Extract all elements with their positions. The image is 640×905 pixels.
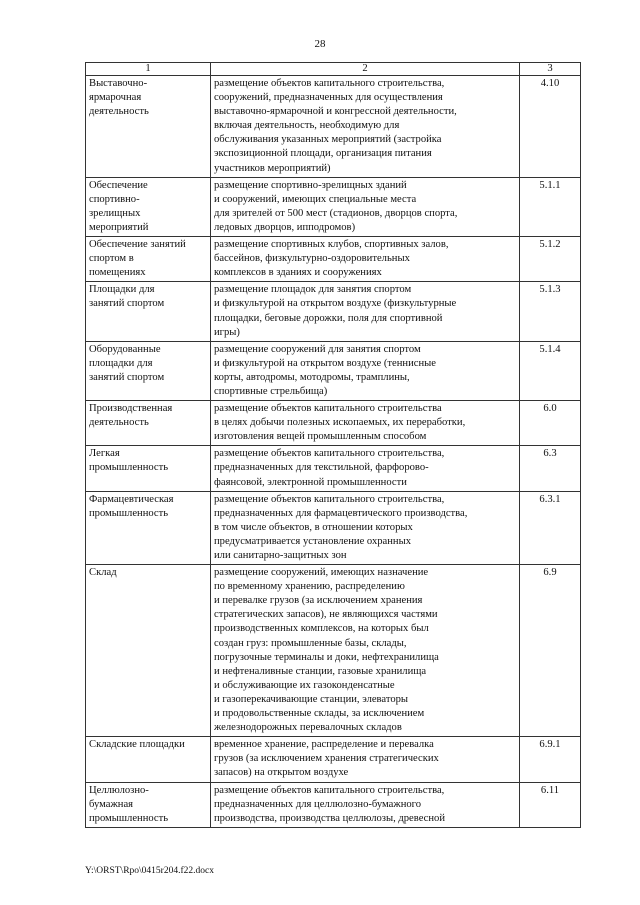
use-type-name: Целлюлозно- бумажная промышленность xyxy=(86,782,211,827)
use-type-code: 5.1.3 xyxy=(520,282,581,341)
use-type-name: Складские площадки xyxy=(86,737,211,782)
use-type-name: Обеспечение спортивно- зрелищных мероприятий xyxy=(86,177,211,236)
use-type-name: Обеспечение занятий спортом в помещениях xyxy=(86,237,211,282)
land-use-table xyxy=(85,62,581,828)
use-type-code: 4.10 xyxy=(520,76,581,178)
column-header: 3 xyxy=(520,63,581,76)
use-type-code: 5.1.2 xyxy=(520,237,581,282)
use-type-code: 6.0 xyxy=(520,401,581,446)
use-type-description: размещение площадок для занятия спортом и физкультурой на открытом воздухе (физкультурные площадки, беговые дорожки, поля для спортивной игры) xyxy=(211,282,520,341)
table-row xyxy=(86,446,581,491)
use-type-name: Производственная деятельность xyxy=(86,401,211,446)
use-type-code: 5.1.4 xyxy=(520,341,581,400)
use-type-name: Легкая промышленность xyxy=(86,446,211,491)
use-type-description: размещение объектов капитального строительства, предназначенных для фармацевтического производства, в том числе объектов, в отношении которых предусматривается установление охранных или санитарно-защитных зон xyxy=(211,491,520,564)
use-type-description: размещение сооружений, имеющих назначение по временному хранению, распределению и перевалке грузов (за исключением хранения стратегических запасов), не являющихся частями производственных комплексов, на которых был создан груз: промышленные базы, склады, погрузочные терминалы и доки, нефтехранилища и нефтеналивные станции, газовые хранилища и обслуживающие их газоконденсатные и газоперекачивающие станции, элеваторы и продовольственные склады, за исключением железнодорожных перевалочных складов xyxy=(211,565,520,737)
use-type-code: 6.9.1 xyxy=(520,737,581,782)
use-type-code: 6.3.1 xyxy=(520,491,581,564)
table-row xyxy=(86,782,581,827)
use-type-description: размещение объектов капитального строительства, предназначенных для целлюлозно-бумажного производства, производства целлюлозы, древесной xyxy=(211,782,520,827)
page-number: 28 xyxy=(314,38,326,50)
use-type-name: Фармацевтическая промышленность xyxy=(86,491,211,564)
column-header: 2 xyxy=(211,63,520,76)
use-type-description: размещение объектов капитального строительства, сооружений, предназначенных для осуществления выставочно-ярмарочной и конгрессной деятельности, включая деятельность, необходимую для обслуживания указанных мероприятий (застройка экспозиционной площади, организация питания участников мероприятий) xyxy=(211,76,520,178)
use-type-name: Выставочно- ярмарочная деятельность xyxy=(86,76,211,178)
table-header-row xyxy=(86,63,581,76)
table-row xyxy=(86,282,581,341)
table-row xyxy=(86,401,581,446)
footer-file-path: Y:\ORST\Rpo\0415r204.f22.docx xyxy=(85,866,214,876)
use-type-description: размещение спортивных клубов, спортивных залов, бассейнов, физкультурно-оздоровительных комплексов в зданиях и сооружениях xyxy=(211,237,520,282)
table-row xyxy=(86,341,581,400)
use-type-code: 6.9 xyxy=(520,565,581,737)
use-type-description: временное хранение, распределение и перевалка грузов (за исключением хранения стратегических запасов) на открытом воздухе xyxy=(211,737,520,782)
column-header: 1 xyxy=(86,63,211,76)
table-row xyxy=(86,177,581,236)
use-type-description: размещение объектов капитального строительства, предназначенных для текстильной, фарфорово- фаянсовой, электронной промышленности xyxy=(211,446,520,491)
use-type-name: Оборудованные площадки для занятий спортом xyxy=(86,341,211,400)
use-type-name: Склад xyxy=(86,565,211,737)
table-row xyxy=(86,737,581,782)
use-type-code: 6.11 xyxy=(520,782,581,827)
use-type-code: 6.3 xyxy=(520,446,581,491)
table-row xyxy=(86,491,581,564)
use-type-description: размещение сооружений для занятия спортом и физкультурой на открытом воздухе (теннисные корты, автодромы, мотодромы, трамплины, спортивные стрельбища) xyxy=(211,341,520,400)
use-type-description: размещение спортивно-зрелищных зданий и сооружений, имеющих специальные места для зрителей от 500 мест (стадионов, дворцов спорта, ледовых дворцов, ипподромов) xyxy=(211,177,520,236)
use-type-code: 5.1.1 xyxy=(520,177,581,236)
table-row xyxy=(86,565,581,737)
use-type-description: размещение объектов капитального строительства в целях добычи полезных ископаемых, их переработки, изготовления вещей промышленным способом xyxy=(211,401,520,446)
table-row xyxy=(86,237,581,282)
table-row xyxy=(86,76,581,178)
use-type-name: Площадки для занятий спортом xyxy=(86,282,211,341)
